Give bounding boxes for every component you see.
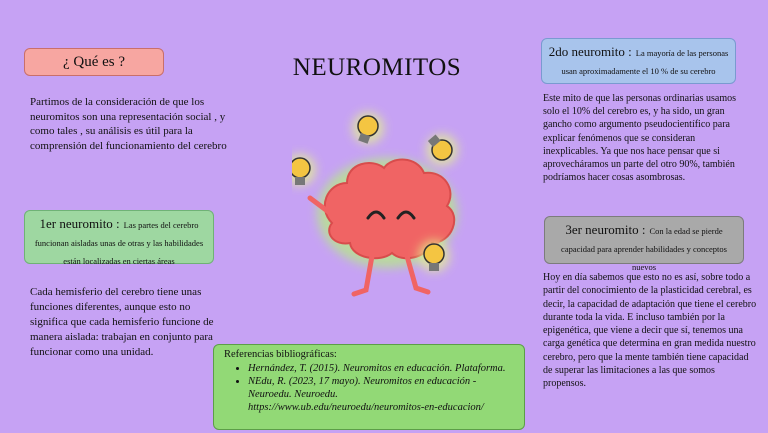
- light-bulb-icon: [426, 134, 458, 166]
- myth3-text: Hoy en día sabemos que esto no es así, sobre todo a partir del conocimiento de la plasticidad cerebral, es decir, la capacidad de adaptación que tiene el cerebro durante toda la vida. E incluso también por la epigenética, que viene a decir que sí, tenemos una carga genética que determina en gran medida nuestro cerebro, pero que la mente también tiene capacidad de superar las limitaciones a las que somos propensos.: [543, 272, 757, 390]
- page-title: NEUROMITOS: [292, 54, 462, 81]
- myth1-box: [24, 210, 214, 264]
- myth1-summary: Las partes del cerebro funcionan aisladas unas de otras y las habilidades están localizadas en ciertas áreas: [34, 220, 204, 266]
- myth2-heading: 2do neuromito :: [548, 44, 632, 59]
- references-list: [224, 362, 514, 414]
- myth2-text: Este mito de que las personas ordinarias usamos solo el 10% del cerebro es, y ha sido, un gran gancho como argumento pseudocientífico para explicar fenómenos que se consideran inexplicables. Ya que nos hace pensar que si aprovecháramos un parte del otro 90%, también podríamos hacer cosas asombrosas.: [543, 93, 737, 184]
- reference-item: • NEdu, R. (2023, 17 mayo). Neuromitos en educación - Neuroedu. Neuroedu. https://www.ub.edu/neuroedu/neuromitos-en-educacion/: [248, 375, 514, 414]
- myth1-heading: 1er neuromito :: [39, 216, 120, 231]
- references-heading: Referencias bibliográficas:: [224, 349, 337, 360]
- myth2-summary: La mayoría de las personas usan aproximadamente el 10 % de su cerebro: [561, 48, 729, 76]
- question-label: ¿ Qué es ?: [62, 53, 126, 70]
- myth1-text: Cada hemisferio del cerebro tiene unas funciones diferentes, aunque esto no significa que cada hemisferio funcione de manera aislada: trabajan en conjunto para funcionar como una unidad.: [30, 286, 214, 358]
- myth3-summary: Con la edad se pierde capacidad para aprender habilidades y conceptos nuevos: [561, 226, 727, 272]
- references-box: [213, 344, 525, 430]
- question-text: Partimos de la consideración de que los neuromitos son una representación social , y como tales , su análisis es útil para la comprensión del funcionamiento del cerebro: [30, 96, 227, 152]
- brain-character-icon: [292, 98, 482, 308]
- question-box: [24, 48, 164, 76]
- reference-item: • Hernández, T. (2015). Neuromitos en educación. Plataforma.: [248, 362, 514, 375]
- myth3-box: [544, 216, 744, 272]
- light-bulb-icon: [292, 154, 316, 186]
- light-bulb-icon: [352, 112, 384, 144]
- light-bulb-icon: [418, 240, 450, 272]
- myth2-box: [541, 38, 736, 84]
- myth3-heading: 3er neuromito :: [565, 222, 646, 237]
